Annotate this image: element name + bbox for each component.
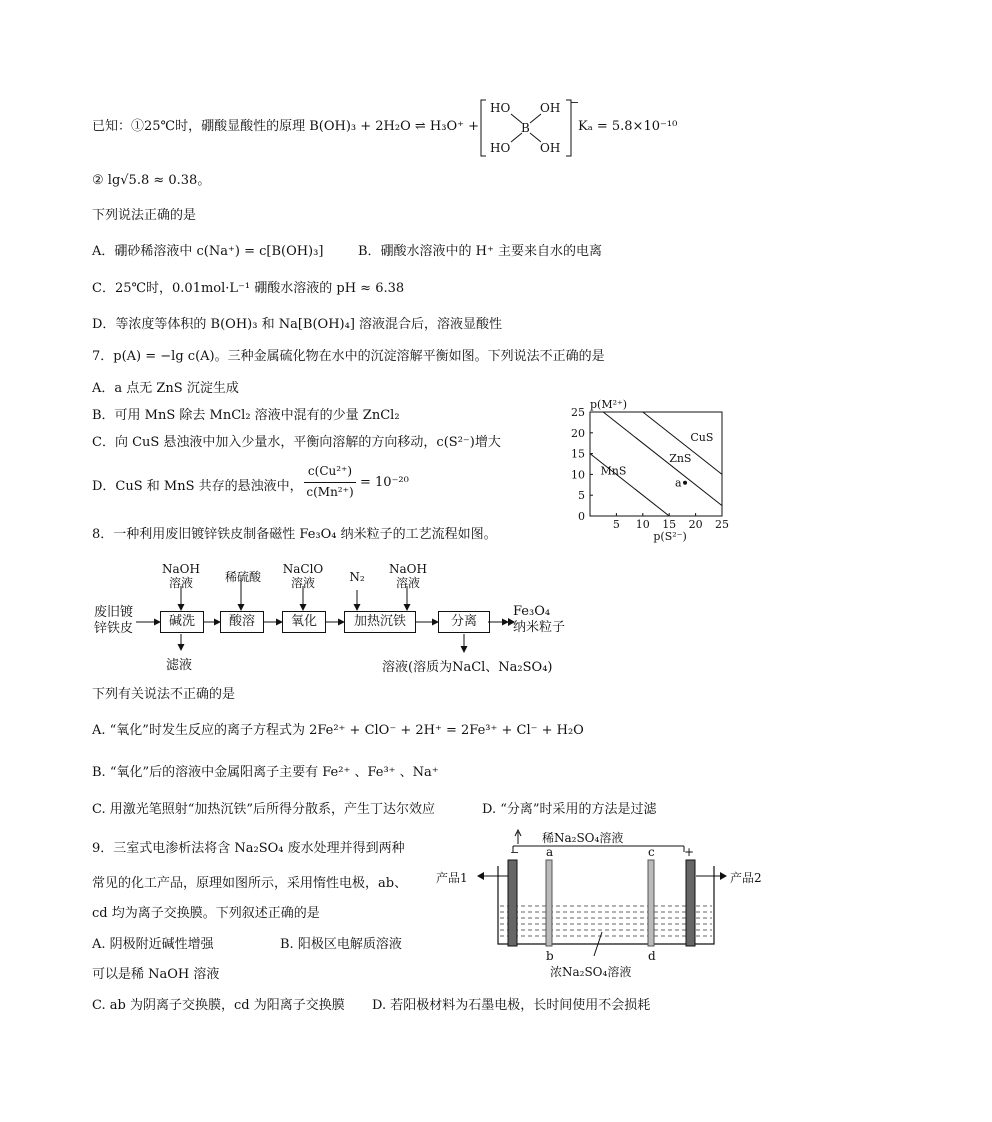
y-tick-label: 15: [571, 447, 585, 461]
q7-stem: 7．p(A) = −lg c(A)。三种金属硫化物在水中的沉淀溶解平衡如图。下列说法不正确的是: [92, 349, 605, 364]
flow-waste-filtrate: 滤液: [166, 658, 193, 673]
x-tick-label: 10: [635, 518, 650, 531]
step-separation: 分离: [438, 611, 490, 633]
q6-stem: 下列说法正确的是: [92, 208, 197, 223]
electrodialysis-diagram: [434, 826, 764, 986]
q7-option-a: A．a 点无 ZnS 沉淀生成: [92, 381, 239, 396]
q8-stem-2: 下列有关说法不正确的是: [92, 687, 236, 702]
q6-option-a: A．硼砂稀溶液中 c(Na⁺) = c[B(OH)₃]: [92, 244, 324, 259]
step-oxidation: 氧化: [282, 611, 326, 633]
q7-fraction-bar: [304, 482, 356, 483]
q9-option-d: D. 若阳极材料为石墨电极，长时间使用不会损耗: [372, 998, 651, 1013]
series-line-zns: [600, 412, 722, 506]
membrane-label-a: a: [546, 845, 554, 859]
q7-fraction-denominator: c(Mn²⁺): [306, 485, 354, 499]
q9-option-a: A. 阴极附近碱性增强: [92, 937, 214, 952]
membrane-label-d: d: [648, 949, 656, 963]
x-tick-label: 15: [662, 518, 677, 531]
reagent-naoh-2: NaOH 溶液: [389, 562, 427, 590]
product-2-label: 产品2: [730, 871, 762, 885]
y-tick-label: 10: [571, 468, 585, 482]
borate-ion-structure: [478, 96, 578, 162]
series-line-mns: [590, 454, 669, 516]
reagent-naclo: NaClO 溶液: [282, 562, 324, 590]
top-solution-label: 稀Na₂SO₄溶液: [542, 831, 624, 845]
flow-product: Fe₃O₄ 纳米粒子: [513, 604, 566, 635]
q9-stem-2: 常见的化工产品，原理如图所示，采用惰性电极，ab、: [92, 876, 408, 891]
x-axis-label: p(S²⁻): [653, 530, 687, 543]
q7-option-d-prefix: D．CuS 和 MnS 共存的悬浊液中，: [92, 479, 303, 494]
q7-option-b: B．可用 MnS 除去 MnCl₂ 溶液中混有的少量 ZnCl₂: [92, 408, 400, 423]
step-acid-dissolve: 酸溶: [220, 611, 264, 633]
step-heat-precipitate: 加热沉铁: [344, 611, 416, 633]
series-label-cus: CuS: [690, 431, 714, 445]
q7-fraction-numerator: c(Cu²⁺): [307, 464, 353, 478]
q6-option-b: B．硼酸水溶液中的 H⁺ 主要来自水的电离: [358, 244, 603, 259]
step-alkali-wash: 碱洗: [160, 611, 204, 633]
oh-bottom-right: OH: [540, 141, 561, 155]
q8-option-a: A. “氧化”时发生反应的离子方程式为 2Fe²⁺ + ClO⁻ + 2H⁺ = 2Fe³⁺ + Cl⁻ + H₂O: [92, 723, 584, 738]
product-arrow: [488, 615, 516, 629]
point-marker-a: [683, 481, 687, 485]
q8-option-c: C. 用激光笔照射“加热沉铁”后所得分散系，产生丁达尔效应: [92, 802, 436, 817]
reagent-naoh-1: NaOH 溶液: [162, 562, 200, 590]
origin-label: 0: [578, 510, 585, 523]
membrane-label-c: c: [648, 845, 655, 859]
bottom-solution-label: 浓Na₂SO₄溶液: [550, 965, 632, 979]
ka-value: Kₐ = 5.8×10⁻¹⁰: [578, 119, 678, 134]
given-line-1: 已知：①25℃时，硼酸显酸性的原理 B(OH)₃ + 2H₂O ⇌ H₃O⁺ +: [92, 119, 480, 134]
ho-top-left: HO: [490, 101, 511, 115]
q9-option-b-cont: 可以是稀 NaOH 溶液: [92, 967, 220, 982]
membrane-label-b: b: [546, 949, 554, 963]
x-tick-label: 20: [688, 518, 703, 531]
boron-atom: B: [521, 121, 530, 135]
q9-stem-3: cd 均为离子交换膜。下列叙述正确的是: [92, 906, 320, 921]
plus-sign: +: [684, 845, 695, 859]
solubility-chart: [560, 388, 740, 548]
flow-input-line2: 锌铁皮: [94, 621, 134, 636]
x-tick-label: 5: [612, 518, 620, 531]
q9-option-c: C. ab 为阴离子交换膜，cd 为阳离子交换膜: [92, 998, 345, 1013]
oh-top-right: OH: [540, 101, 561, 115]
q7-option-d-value: = 10⁻²⁰: [360, 475, 409, 490]
y-tick-label: 20: [571, 426, 585, 440]
q6-option-c: C．25℃时，0.01mol·L⁻¹ 硼酸水溶液的 pH ≈ 6.38: [92, 281, 405, 296]
series-label-zns: ZnS: [669, 451, 692, 465]
q8-option-d: D. “分离”时采用的方法是过滤: [482, 802, 657, 817]
flow-waste-solution: 溶液(溶质为NaCl、Na₂SO₄): [382, 660, 553, 675]
reagent-n2: N₂: [349, 570, 365, 584]
flow-input-line1: 废旧镀: [94, 605, 134, 620]
q9-stem-1: 9．三室式电渗析法将含 Na₂SO₄ 废水处理并得到两种: [92, 841, 405, 856]
q9-option-b: B. 阳极区电解质溶液: [280, 937, 402, 952]
y-tick-label: 5: [578, 489, 585, 503]
point-label-a: a: [675, 476, 682, 490]
ion-charge: −: [570, 96, 580, 109]
ho-bottom-left: HO: [490, 141, 511, 155]
given-line-2: ② lg√5.8 ≈ 0.38。: [92, 173, 211, 188]
product-1-label: 产品1: [436, 871, 468, 885]
series-label-mns: MnS: [600, 464, 627, 478]
q6-option-d: D．等浓度等体积的 B(OH)₃ 和 Na[B(OH)₄] 溶液混合后，溶液显酸性: [92, 317, 503, 332]
reagent-dilute-h2so4: 稀硫酸: [224, 570, 261, 584]
minus-sign: −: [510, 846, 520, 859]
y-axis-label: p(M²⁺): [590, 398, 628, 411]
q8-stem: 8．一种利用废旧镀锌铁皮制备磁性 Fe₃O₄ 纳米粒子的工艺流程如图。: [92, 527, 497, 542]
x-tick-label: 25: [715, 518, 729, 531]
q7-option-c: C．向 CuS 悬浊液中加入少量水，平衡向溶解的方向移动，c(S²⁻)增大: [92, 435, 501, 450]
y-tick-label: 25: [571, 406, 585, 419]
q8-option-b: B. “氧化”后的溶液中金属阳离子主要有 Fe²⁺ 、Fe³⁺ 、Na⁺: [92, 765, 439, 780]
